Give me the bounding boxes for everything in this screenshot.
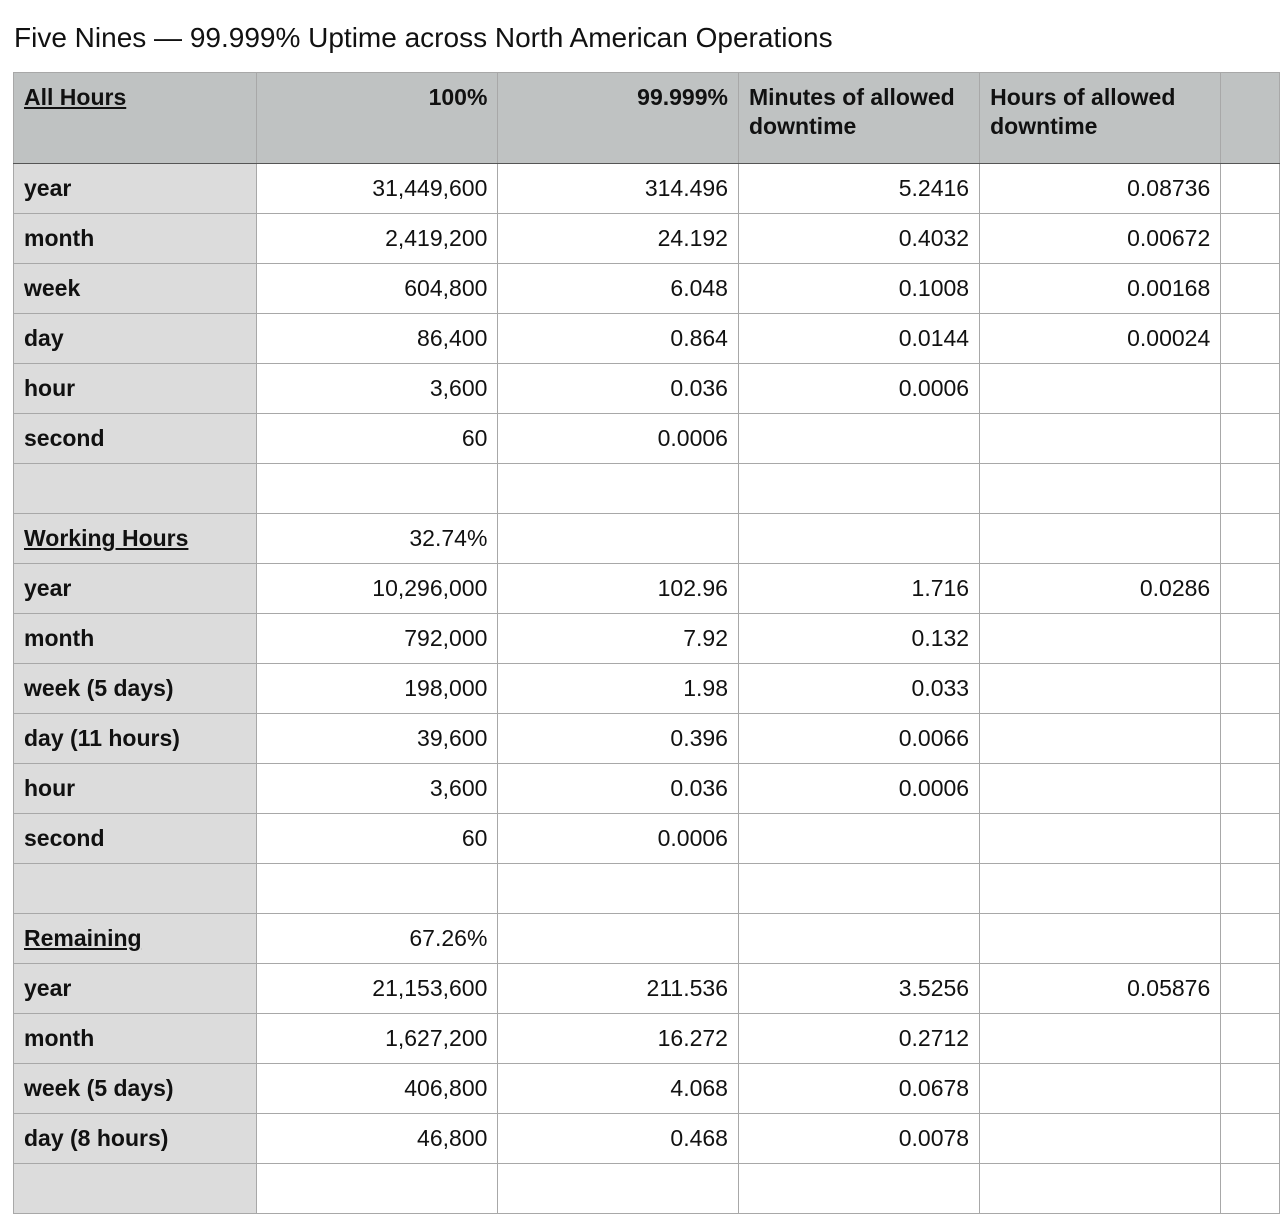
cell-hours-downtime[interactable] (980, 714, 1221, 764)
cell-hours-downtime[interactable] (980, 964, 1221, 1014)
header-text: Minutes of allowed downtime (748, 84, 955, 139)
cell-value-100[interactable] (257, 514, 498, 564)
cell-value-100[interactable] (257, 814, 498, 864)
cell-extra[interactable] (1221, 514, 1280, 564)
cell-text: 3,600 (429, 775, 488, 801)
header-cell-minutes-downtime[interactable] (738, 73, 979, 164)
cell-value-100[interactable] (257, 364, 498, 414)
cell-text: 67.26% (409, 925, 488, 951)
cell-text: week (5 days) (24, 1075, 174, 1101)
cell-text: 1.716 (911, 575, 970, 601)
cell-hours-downtime[interactable] (980, 314, 1221, 364)
header-cell-extra[interactable] (1221, 73, 1280, 164)
cell-hours-downtime[interactable] (980, 1014, 1221, 1064)
cell-text: 0.0678 (898, 1075, 970, 1101)
cell-text: day (11 hours) (24, 725, 180, 751)
table-row (14, 364, 1280, 414)
cell-text: 406,800 (404, 1075, 488, 1101)
cell-text: 0.468 (670, 1125, 728, 1151)
cell-text: 21,153,600 (372, 975, 488, 1001)
cell-row-label[interactable] (14, 464, 257, 514)
cell-extra[interactable] (1221, 964, 1280, 1014)
cell-text: 5.2416 (898, 175, 970, 201)
cell-text: 0.033 (911, 675, 970, 701)
cell-value-100[interactable] (257, 414, 498, 464)
cell-text: 0.00672 (1127, 225, 1211, 251)
cell-minutes-downtime[interactable] (738, 264, 979, 314)
cell-row-label[interactable] (14, 864, 257, 914)
cell-text: 0.0006 (898, 775, 970, 801)
cell-text: 39,600 (417, 725, 488, 751)
cell-value-99999[interactable] (498, 1114, 739, 1164)
header-text: 100% (428, 84, 488, 110)
cell-hours-downtime[interactable] (980, 264, 1221, 314)
header-cell-value-100[interactable] (257, 73, 498, 164)
cell-text: 0.036 (670, 375, 728, 401)
cell-extra[interactable] (1221, 1014, 1280, 1064)
table-row (14, 214, 1280, 264)
cell-text: 0.1008 (898, 275, 970, 301)
cell-text: 4.068 (670, 1075, 728, 1101)
cell-hours-downtime[interactable] (980, 914, 1221, 964)
cell-row-label[interactable] (14, 1164, 257, 1214)
cell-value-99999[interactable] (498, 314, 739, 364)
cell-minutes-downtime[interactable] (738, 914, 979, 964)
cell-hours-downtime[interactable] (980, 564, 1221, 614)
cell-text: month (24, 225, 95, 251)
cell-minutes-downtime[interactable] (738, 764, 979, 814)
cell-value-100[interactable] (257, 664, 498, 714)
cell-value-100[interactable] (257, 314, 498, 364)
spreadsheet-table (13, 72, 1280, 1214)
cell-row-label[interactable] (14, 614, 257, 664)
cell-row-label[interactable] (14, 414, 257, 464)
cell-text: 102.96 (657, 575, 728, 601)
cell-value-99999[interactable] (498, 864, 739, 914)
cell-extra[interactable] (1221, 1064, 1280, 1114)
cell-row-label[interactable] (14, 1014, 257, 1064)
cell-value-99999[interactable] (498, 464, 739, 514)
table-row (14, 714, 1280, 764)
cell-hours-downtime[interactable] (980, 364, 1221, 414)
cell-hours-downtime[interactable] (980, 214, 1221, 264)
cell-value-100[interactable] (257, 864, 498, 914)
table-row (14, 464, 1280, 514)
cell-value-100[interactable] (257, 1114, 498, 1164)
cell-row-label[interactable] (14, 314, 257, 364)
cell-text: 60 (461, 825, 488, 851)
table-row (14, 414, 1280, 464)
cell-extra[interactable] (1221, 864, 1280, 914)
table-row (14, 614, 1280, 664)
cell-text: 24.192 (657, 225, 728, 251)
cell-text: week (5 days) (24, 675, 174, 701)
table-row (14, 1164, 1280, 1214)
cell-text: 604,800 (404, 275, 488, 301)
cell-row-label[interactable] (14, 514, 257, 564)
cell-text: 0.00024 (1127, 325, 1211, 351)
cell-minutes-downtime[interactable] (738, 364, 979, 414)
cell-minutes-downtime[interactable] (738, 464, 979, 514)
cell-row-label[interactable] (14, 1114, 257, 1164)
section-header-row (14, 914, 1280, 964)
cell-minutes-downtime[interactable] (738, 664, 979, 714)
cell-row-label[interactable] (14, 1064, 257, 1114)
cell-text: second (24, 425, 105, 451)
cell-extra[interactable] (1221, 464, 1280, 514)
cell-text: 0.08736 (1127, 175, 1211, 201)
cell-text: 1,627,200 (385, 1025, 488, 1051)
cell-hours-downtime[interactable] (980, 764, 1221, 814)
cell-extra[interactable] (1221, 814, 1280, 864)
cell-value-100[interactable] (257, 264, 498, 314)
cell-text: 86,400 (417, 325, 488, 351)
cell-extra[interactable] (1221, 914, 1280, 964)
table-row (14, 164, 1280, 214)
cell-text: 46,800 (417, 1125, 488, 1151)
cell-text: 6.048 (670, 275, 728, 301)
cell-text: 0.0286 (1139, 575, 1211, 601)
cell-minutes-downtime[interactable] (738, 814, 979, 864)
cell-minutes-downtime[interactable] (738, 314, 979, 364)
cell-value-100[interactable] (257, 964, 498, 1014)
cell-value-99999[interactable] (498, 1164, 739, 1214)
cell-row-label[interactable] (14, 664, 257, 714)
cell-extra[interactable] (1221, 1164, 1280, 1214)
cell-minutes-downtime[interactable] (738, 714, 979, 764)
cell-text: 2,419,200 (385, 225, 488, 251)
cell-extra[interactable] (1221, 314, 1280, 364)
cell-text: 0.0078 (898, 1125, 970, 1151)
cell-text: month (24, 625, 95, 651)
cell-text: 0.864 (670, 325, 728, 351)
cell-text: hour (24, 775, 76, 801)
cell-text: 7.92 (683, 625, 728, 651)
cell-hours-downtime[interactable] (980, 614, 1221, 664)
cell-value-99999[interactable] (498, 964, 739, 1014)
cell-row-label[interactable] (14, 964, 257, 1014)
cell-row-label[interactable] (14, 814, 257, 864)
cell-value-99999[interactable] (498, 814, 739, 864)
cell-value-99999[interactable] (498, 264, 739, 314)
cell-hours-downtime[interactable] (980, 1114, 1221, 1164)
cell-minutes-downtime[interactable] (738, 614, 979, 664)
cell-text: day (8 hours) (24, 1125, 169, 1151)
cell-text: 0.396 (670, 725, 728, 751)
cell-hours-downtime[interactable] (980, 164, 1221, 214)
cell-value-100[interactable] (257, 1014, 498, 1064)
cell-value-100[interactable] (257, 914, 498, 964)
cell-text: 31,449,600 (372, 175, 488, 201)
cell-extra[interactable] (1221, 664, 1280, 714)
cell-text: Remaining (24, 925, 142, 951)
table-row (14, 764, 1280, 814)
cell-text: 16.272 (657, 1025, 728, 1051)
header-row (14, 73, 1280, 164)
cell-hours-downtime[interactable] (980, 864, 1221, 914)
cell-extra[interactable] (1221, 764, 1280, 814)
cell-text: 3.5256 (898, 975, 970, 1001)
cell-minutes-downtime[interactable] (738, 964, 979, 1014)
table-row (14, 264, 1280, 314)
cell-value-100[interactable] (257, 564, 498, 614)
header-text: Hours of allowed downtime (990, 84, 1176, 139)
cell-row-label[interactable] (14, 564, 257, 614)
cell-text: month (24, 1025, 95, 1051)
cell-text: 0.2712 (898, 1025, 970, 1051)
cell-text: 211.536 (646, 975, 728, 1001)
cell-minutes-downtime[interactable] (738, 1114, 979, 1164)
cell-value-99999[interactable] (498, 1014, 739, 1064)
table-row (14, 964, 1280, 1014)
cell-value-99999[interactable] (498, 1064, 739, 1114)
cell-text: year (24, 975, 72, 1001)
cell-value-99999[interactable] (498, 664, 739, 714)
cell-text: 60 (461, 425, 488, 451)
cell-value-100[interactable] (257, 214, 498, 264)
cell-text: 0.4032 (898, 225, 970, 251)
cell-value-100[interactable] (257, 464, 498, 514)
header-cell-value-99999[interactable] (498, 73, 739, 164)
cell-text: 198,000 (404, 675, 488, 701)
cell-text: 0.132 (911, 625, 970, 651)
cell-minutes-downtime[interactable] (738, 1064, 979, 1114)
cell-text: 0.0066 (898, 725, 970, 751)
cell-value-100[interactable] (257, 764, 498, 814)
header-text: All Hours (24, 84, 127, 110)
table-row (14, 864, 1280, 914)
sheet-title: Five Nines — 99.999% Uptime across North American Operations (14, 22, 833, 53)
cell-value-99999[interactable] (498, 414, 739, 464)
cell-value-99999[interactable] (498, 364, 739, 414)
cell-extra[interactable] (1221, 564, 1280, 614)
cell-extra[interactable] (1221, 164, 1280, 214)
cell-text: year (24, 575, 72, 601)
cell-extra[interactable] (1221, 414, 1280, 464)
cell-text: 1.98 (683, 675, 728, 701)
cell-value-99999[interactable] (498, 514, 739, 564)
cell-minutes-downtime[interactable] (738, 414, 979, 464)
cell-value-99999[interactable] (498, 714, 739, 764)
cell-text: week (24, 275, 81, 301)
cell-row-label[interactable] (14, 264, 257, 314)
table-row (14, 314, 1280, 364)
cell-text: 0.05876 (1127, 975, 1211, 1001)
cell-value-99999[interactable] (498, 914, 739, 964)
cell-minutes-downtime[interactable] (738, 164, 979, 214)
cell-value-99999[interactable] (498, 214, 739, 264)
cell-value-99999[interactable] (498, 764, 739, 814)
cell-extra[interactable] (1221, 264, 1280, 314)
cell-value-100[interactable] (257, 614, 498, 664)
table-row (14, 564, 1280, 614)
cell-minutes-downtime[interactable] (738, 564, 979, 614)
cell-text: Working Hours (24, 525, 189, 551)
cell-extra[interactable] (1221, 614, 1280, 664)
section-header-row (14, 514, 1280, 564)
cell-extra[interactable] (1221, 714, 1280, 764)
cell-text: 792,000 (404, 625, 488, 651)
cell-hours-downtime[interactable] (980, 664, 1221, 714)
cell-hours-downtime[interactable] (980, 1064, 1221, 1114)
cell-row-label[interactable] (14, 914, 257, 964)
cell-hours-downtime[interactable] (980, 814, 1221, 864)
cell-text: year (24, 175, 72, 201)
cell-row-label[interactable] (14, 214, 257, 264)
cell-text: 0.0144 (898, 325, 970, 351)
cell-text: 32.74% (409, 525, 488, 551)
cell-value-99999[interactable] (498, 164, 739, 214)
cell-text: 0.0006 (657, 425, 728, 451)
cell-text: second (24, 825, 105, 851)
table-row (14, 1114, 1280, 1164)
cell-minutes-downtime[interactable] (738, 1164, 979, 1214)
cell-row-label[interactable] (14, 764, 257, 814)
cell-extra[interactable] (1221, 1114, 1280, 1164)
header-cell-row-label[interactable] (14, 73, 257, 164)
cell-minutes-downtime[interactable] (738, 514, 979, 564)
cell-hours-downtime[interactable] (980, 514, 1221, 564)
cell-value-100[interactable] (257, 1164, 498, 1214)
header-cell-hours-downtime[interactable] (980, 73, 1221, 164)
table-row (14, 1064, 1280, 1114)
cell-text: 0.0006 (898, 375, 970, 401)
cell-row-label[interactable] (14, 164, 257, 214)
cell-value-100[interactable] (257, 1064, 498, 1114)
cell-minutes-downtime[interactable] (738, 214, 979, 264)
cell-minutes-downtime[interactable] (738, 864, 979, 914)
cell-row-label[interactable] (14, 714, 257, 764)
cell-minutes-downtime[interactable] (738, 1014, 979, 1064)
cell-hours-downtime[interactable] (980, 464, 1221, 514)
cell-extra[interactable] (1221, 364, 1280, 414)
cell-hours-downtime[interactable] (980, 414, 1221, 464)
cell-text: 314.496 (644, 175, 728, 201)
cell-value-99999[interactable] (498, 614, 739, 664)
cell-text: 10,296,000 (372, 575, 488, 601)
table-row (14, 1014, 1280, 1064)
table-row (14, 664, 1280, 714)
cell-hours-downtime[interactable] (980, 1164, 1221, 1214)
cell-text: 0.0006 (657, 825, 728, 851)
cell-row-label[interactable] (14, 364, 257, 414)
cell-text: 0.036 (670, 775, 728, 801)
cell-value-99999[interactable] (498, 564, 739, 614)
cell-extra[interactable] (1221, 214, 1280, 264)
cell-text: 0.00168 (1127, 275, 1211, 301)
cell-value-100[interactable] (257, 714, 498, 764)
cell-text: 3,600 (429, 375, 488, 401)
cell-value-100[interactable] (257, 164, 498, 214)
cell-text: day (24, 325, 64, 351)
header-text: 99.999% (637, 84, 728, 110)
cell-text: hour (24, 375, 76, 401)
table-row (14, 814, 1280, 864)
